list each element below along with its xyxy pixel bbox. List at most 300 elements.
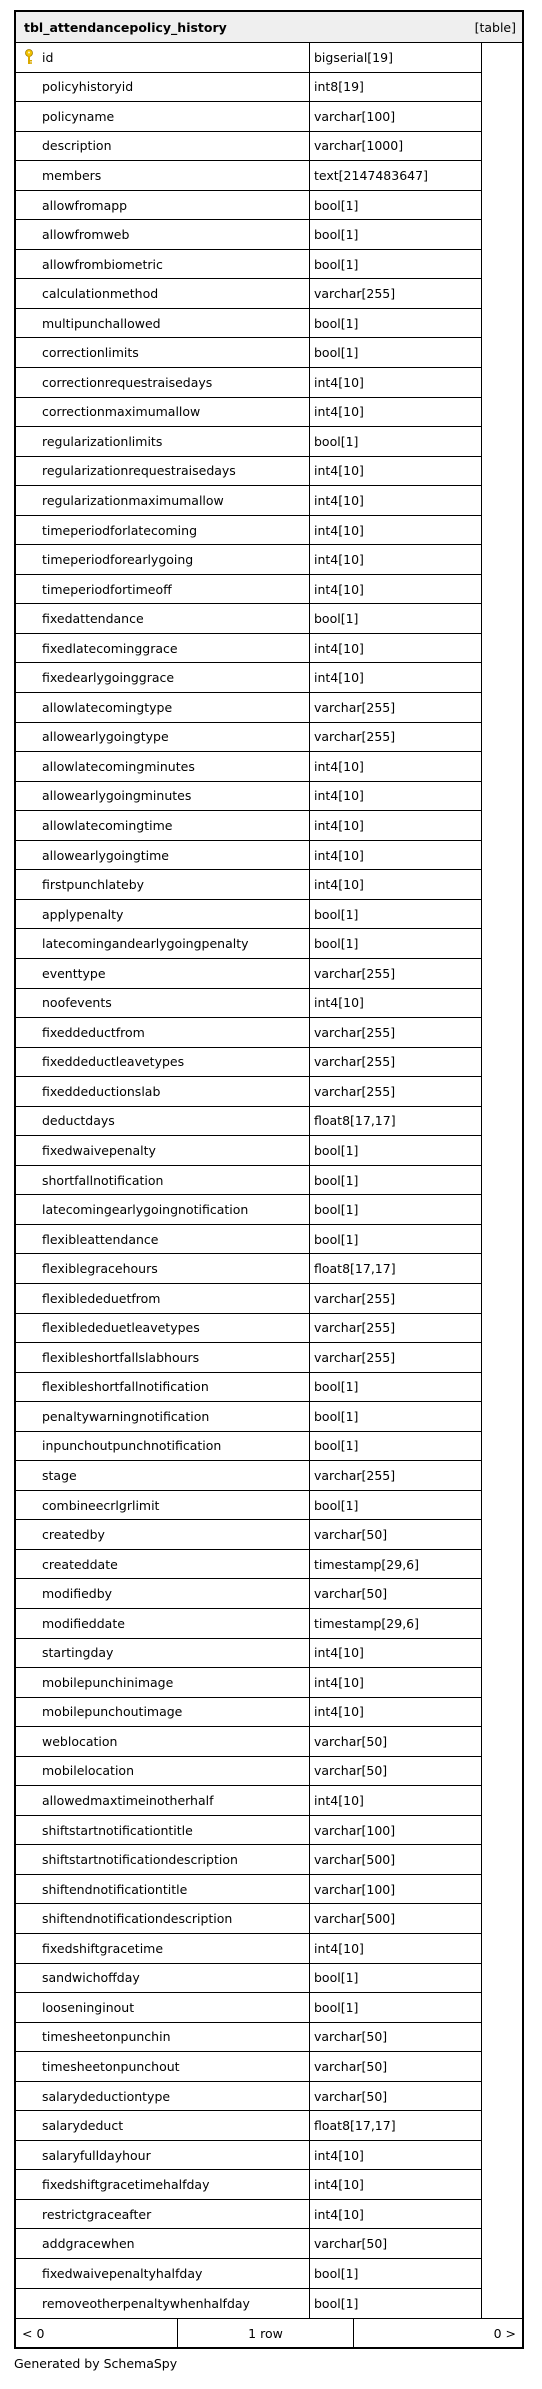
column-name-text: regularizationmaximumallow	[42, 492, 224, 508]
column-row	[16, 1402, 481, 1432]
column-name	[16, 1786, 310, 1815]
column-name	[16, 1136, 310, 1165]
column-row	[16, 486, 481, 516]
column-name	[16, 368, 310, 397]
column-name-text: correctionlimits	[42, 345, 139, 361]
column-name	[16, 1845, 310, 1874]
column-name-text: regularizationrequestraisedays	[42, 463, 236, 479]
column-row	[16, 634, 481, 664]
column-type: float8[17,17]	[314, 2118, 396, 2134]
column-name	[16, 1461, 310, 1490]
column-name	[16, 1875, 310, 1904]
column-type: timestamp[29,6]	[314, 1556, 420, 1572]
column-name	[16, 723, 310, 752]
column-row	[16, 1550, 481, 1580]
column-name	[16, 1166, 310, 1195]
column-name	[16, 1934, 310, 1963]
column-name	[16, 1639, 310, 1668]
column-name	[16, 1579, 310, 1608]
column-name	[16, 2111, 310, 2140]
column-name	[16, 220, 310, 249]
column-type: int4[10]	[314, 1704, 364, 1720]
column-name-text: removeotherpenaltywhenhalfday	[42, 2295, 250, 2311]
column-type: int4[10]	[314, 640, 364, 656]
column-name	[16, 161, 310, 190]
column-name-text: policyhistoryid	[42, 79, 134, 95]
column-name	[16, 102, 310, 131]
column-type: int4[10]	[314, 1940, 364, 1956]
table-node	[14, 10, 524, 2349]
column-name-text: allowlatecomingtime	[42, 817, 173, 833]
column-row	[16, 1432, 481, 1462]
column-row	[16, 1875, 481, 1905]
column-name-text: calculationmethod	[42, 286, 159, 302]
column-type: varchar[50]	[314, 2058, 388, 2074]
column-name	[16, 132, 310, 161]
column-row	[16, 811, 481, 841]
column-name	[16, 841, 310, 870]
column-row	[16, 782, 481, 812]
column-type: varchar[50]	[314, 2029, 388, 2045]
column-name	[16, 811, 310, 840]
column-row	[16, 1845, 481, 1875]
column-name	[16, 870, 310, 899]
column-type: bool[1]	[314, 2265, 359, 2281]
column-name	[16, 1195, 310, 1224]
column-name	[16, 1904, 310, 1933]
column-name-text: members	[42, 167, 102, 183]
key-icon	[24, 49, 34, 65]
column-name-text: flexibleattendance	[42, 1231, 159, 1247]
column-name-text: allowearlygoingminutes	[42, 788, 192, 804]
column-type: bool[1]	[314, 2295, 359, 2311]
column-row	[16, 220, 481, 250]
column-row	[16, 545, 481, 575]
column-row	[16, 427, 481, 457]
column-row	[16, 1343, 481, 1373]
column-type: bool[1]	[314, 906, 359, 922]
column-type: varchar[50]	[314, 1733, 388, 1749]
column-name-text: salaryfulldayhour	[42, 2147, 151, 2163]
table-type-label: [table]	[474, 19, 516, 35]
column-name-text: flexiblegracehours	[42, 1261, 158, 1277]
column-name	[16, 1491, 310, 1520]
column-type: bool[1]	[314, 1379, 359, 1395]
column-name	[16, 2141, 310, 2170]
column-row	[16, 457, 481, 487]
column-name	[16, 398, 310, 427]
column-name	[16, 2200, 310, 2229]
column-name-text: shiftendnotificationtitle	[42, 1881, 188, 1897]
column-row	[16, 900, 481, 930]
column-type: bool[1]	[314, 1438, 359, 1454]
column-type: float8[17,17]	[314, 1113, 396, 1129]
column-row	[16, 575, 481, 605]
column-type: int4[10]	[314, 374, 364, 390]
column-name	[16, 1993, 310, 2022]
column-type: varchar[255]	[314, 699, 396, 715]
column-row	[16, 1107, 481, 1137]
column-name	[16, 486, 310, 515]
column-row	[16, 1520, 481, 1550]
column-type: varchar[255]	[314, 286, 396, 302]
footer-parents-count: < 0	[16, 2319, 178, 2347]
column-type: varchar[255]	[314, 1320, 396, 1336]
column-name	[16, 900, 310, 929]
column-type: bool[1]	[314, 256, 359, 272]
columns-area	[16, 43, 522, 2318]
column-type: float8[17,17]	[314, 1261, 396, 1277]
column-name	[16, 338, 310, 367]
column-name	[16, 2229, 310, 2258]
column-name	[16, 575, 310, 604]
column-type: int4[10]	[314, 404, 364, 420]
column-type: varchar[50]	[314, 2236, 388, 2252]
column-row	[16, 1461, 481, 1491]
column-type: varchar[50]	[314, 2088, 388, 2104]
column-row	[16, 841, 481, 871]
column-name-text: allowfromapp	[42, 197, 128, 213]
column-type: bool[1]	[314, 197, 359, 213]
column-name-text: fixedearlygoinggrace	[42, 670, 175, 686]
column-name	[16, 427, 310, 456]
column-name	[16, 43, 310, 72]
column-type: int4[10]	[314, 817, 364, 833]
column-row	[16, 43, 481, 73]
column-row	[16, 1668, 481, 1698]
column-name	[16, 1048, 310, 1077]
table-name: tbl_attendancepolicy_history	[24, 19, 227, 35]
column-row	[16, 309, 481, 339]
column-type: bool[1]	[314, 611, 359, 627]
column-name	[16, 1402, 310, 1431]
column-row	[16, 1993, 481, 2023]
column-type: int4[10]	[314, 581, 364, 597]
column-type: int4[10]	[314, 670, 364, 686]
column-name-text: correctionmaximumallow	[42, 404, 201, 420]
column-row	[16, 1284, 481, 1314]
column-name-text: regularizationlimits	[42, 433, 163, 449]
column-name-text: allowfrombiometric	[42, 256, 163, 272]
column-type: varchar[100]	[314, 1881, 396, 1897]
column-list	[16, 43, 482, 2318]
right-gutter	[482, 43, 522, 2318]
column-row	[16, 1609, 481, 1639]
column-name	[16, 1609, 310, 1638]
column-type: bigserial[19]	[314, 49, 393, 65]
column-row	[16, 959, 481, 989]
column-name-text: allowearlygoingtype	[42, 729, 169, 745]
column-type: varchar[255]	[314, 729, 396, 745]
column-name	[16, 1343, 310, 1372]
column-name-text: shiftstartnotificationdescription	[42, 1852, 238, 1868]
column-name	[16, 663, 310, 692]
column-type: int4[10]	[314, 522, 364, 538]
column-row	[16, 132, 481, 162]
column-row	[16, 191, 481, 221]
column-name-text: looseninginout	[42, 1999, 135, 2015]
column-row	[16, 870, 481, 900]
column-row	[16, 929, 481, 959]
column-name	[16, 782, 310, 811]
column-name	[16, 1698, 310, 1727]
column-name-text: penaltywarningnotification	[42, 1408, 210, 1424]
column-row	[16, 2289, 481, 2319]
column-name	[16, 959, 310, 988]
column-name-text: modifiedby	[42, 1586, 113, 1602]
column-row	[16, 1934, 481, 1964]
column-row	[16, 693, 481, 723]
column-type: varchar[500]	[314, 1911, 396, 1927]
column-type: text[2147483647]	[314, 167, 428, 183]
column-type: bool[1]	[314, 227, 359, 243]
column-name-text: createddate	[42, 1556, 118, 1572]
column-name	[16, 1225, 310, 1254]
column-row	[16, 752, 481, 782]
column-type: varchar[500]	[314, 1852, 396, 1868]
column-type: int4[10]	[314, 2206, 364, 2222]
column-row	[16, 1048, 481, 1078]
column-name-text: salarydeductiontype	[42, 2088, 171, 2104]
column-type: int4[10]	[314, 788, 364, 804]
column-row	[16, 102, 481, 132]
column-name	[16, 989, 310, 1018]
column-name-text: latecomingearlygoingnotification	[42, 1202, 249, 1218]
column-name-text: fixedattendance	[42, 611, 144, 627]
column-name-text: fixedshiftgracetime	[42, 1940, 164, 1956]
column-name-text: shiftstartnotificationtitle	[42, 1822, 193, 1838]
column-type: bool[1]	[314, 1231, 359, 1247]
column-name-text: timeperiodforlatecoming	[42, 522, 197, 538]
column-name-text: fixedwaivepenaltyhalfday	[42, 2265, 203, 2281]
column-name-text: latecomingandearlygoingpenalty	[42, 936, 249, 952]
column-row	[16, 1698, 481, 1728]
column-name	[16, 1668, 310, 1697]
table-footer	[16, 2318, 522, 2347]
column-name-text: mobilepunchinimage	[42, 1674, 174, 1690]
column-type: varchar[255]	[314, 965, 396, 981]
column-type: varchar[255]	[314, 1349, 396, 1365]
column-name-text: id	[42, 49, 54, 65]
column-name-text: fixedwaivepenalty	[42, 1143, 156, 1158]
column-type: varchar[255]	[314, 1290, 396, 1306]
column-name	[16, 1727, 310, 1756]
column-name-text: allowlatecomingminutes	[42, 758, 195, 774]
column-row	[16, 2111, 481, 2141]
column-type: bool[1]	[314, 433, 359, 449]
column-name-text: stage	[42, 1468, 77, 1484]
column-row	[16, 516, 481, 546]
column-name-text: applypenalty	[42, 906, 124, 922]
column-row	[16, 368, 481, 398]
column-name-text: timeperiodfortimeoff	[42, 581, 172, 597]
column-name-text: mobilelocation	[42, 1763, 134, 1779]
column-row	[16, 1018, 481, 1048]
column-row	[16, 1136, 481, 1166]
column-row	[16, 338, 481, 368]
footer-children-count: 0 >	[493, 2325, 516, 2341]
column-name-text: flexibleshortfallnotification	[42, 1379, 209, 1395]
column-name-text: timesheetonpunchin	[42, 2029, 171, 2045]
column-type: int4[10]	[314, 2147, 364, 2163]
column-name-text: addgracewhen	[42, 2236, 135, 2252]
column-name	[16, 752, 310, 781]
column-name	[16, 2259, 310, 2288]
column-name-text: createdby	[42, 1527, 105, 1543]
column-type: bool[1]	[314, 1172, 359, 1188]
column-row	[16, 1579, 481, 1609]
column-row	[16, 1373, 481, 1403]
column-name-text: inpunchoutpunchnotification	[42, 1438, 222, 1454]
column-name	[16, 693, 310, 722]
column-name	[16, 73, 310, 102]
column-type: varchar[100]	[314, 108, 396, 124]
column-type: int4[10]	[314, 758, 364, 774]
column-name-text: policyname	[42, 108, 115, 124]
column-type: varchar[255]	[314, 1054, 396, 1070]
column-row	[16, 1904, 481, 1934]
column-name-text: allowfromweb	[42, 227, 130, 243]
column-type: bool[1]	[314, 345, 359, 361]
column-name-text: firstpunchlateby	[42, 877, 145, 893]
column-name	[16, 2052, 310, 2081]
column-row	[16, 1757, 481, 1787]
column-name-text: fixedshiftgracetimehalfday	[42, 2177, 210, 2193]
column-name	[16, 2170, 310, 2199]
column-name-text: modifieddate	[42, 1615, 125, 1631]
column-type: varchar[100]	[314, 1822, 396, 1838]
column-type: varchar[255]	[314, 1083, 396, 1099]
column-type: int4[10]	[314, 847, 364, 863]
column-name-text: description	[42, 138, 112, 154]
column-name	[16, 309, 310, 338]
column-row	[16, 1225, 481, 1255]
column-name-text: allowedmaxtimeinotherhalf	[42, 1793, 214, 1809]
column-type: varchar[50]	[314, 1586, 388, 1602]
column-name	[16, 1254, 310, 1283]
column-row	[16, 250, 481, 280]
column-row	[16, 1314, 481, 1344]
column-name	[16, 929, 310, 958]
column-row	[16, 1166, 481, 1196]
column-type: int4[10]	[314, 463, 364, 479]
column-name	[16, 1077, 310, 1106]
column-name-text: allowlatecomingtype	[42, 699, 173, 715]
column-type: int8[19]	[314, 79, 364, 95]
column-type: int4[10]	[314, 2177, 364, 2193]
column-name-text: eventtype	[42, 965, 106, 981]
column-name-text: allowearlygoingtime	[42, 847, 169, 863]
column-name-text: sandwichoffday	[42, 1970, 140, 1986]
column-name-text: flexiblededuetleavetypes	[42, 1320, 200, 1336]
column-name-text: flexiblededuetfrom	[42, 1290, 161, 1306]
column-name-text: timesheetonpunchout	[42, 2058, 180, 2074]
column-name-text: correctionrequestraisedays	[42, 374, 213, 390]
column-type: int4[10]	[314, 1645, 364, 1661]
column-name	[16, 1284, 310, 1313]
column-type: varchar[255]	[314, 1468, 396, 1484]
column-name-text: fixeddeductfrom	[42, 1024, 145, 1040]
column-name-text: startingday	[42, 1645, 114, 1661]
column-name	[16, 457, 310, 486]
column-name	[16, 1757, 310, 1786]
column-name-text: shortfallnotification	[42, 1172, 164, 1188]
column-name	[16, 1107, 310, 1136]
column-type: bool[1]	[314, 315, 359, 331]
column-row	[16, 2170, 481, 2200]
column-type: int4[10]	[314, 995, 364, 1011]
column-row	[16, 161, 481, 191]
column-name-text: fixeddeductionslab	[42, 1083, 161, 1099]
column-name	[16, 1964, 310, 1993]
column-row	[16, 2052, 481, 2082]
column-row	[16, 1491, 481, 1521]
column-name	[16, 279, 310, 308]
footer-row-count: 1 row	[178, 2319, 354, 2347]
column-row	[16, 1195, 481, 1225]
column-name-text: salarydeduct	[42, 2118, 124, 2134]
column-name	[16, 604, 310, 633]
column-row	[16, 2229, 481, 2259]
column-type: int4[10]	[314, 552, 364, 568]
column-row	[16, 1964, 481, 1994]
column-type: varchar[255]	[314, 1024, 396, 1040]
column-name-text: noofevents	[42, 995, 112, 1011]
column-row	[16, 604, 481, 634]
column-type: int4[10]	[314, 492, 364, 508]
column-name-text: timeperiodforearlygoing	[42, 552, 194, 568]
column-row	[16, 1816, 481, 1846]
column-type: varchar[50]	[314, 1527, 388, 1543]
column-type: bool[1]	[314, 1999, 359, 2015]
column-name	[16, 250, 310, 279]
column-type: bool[1]	[314, 1143, 359, 1158]
column-type: int4[10]	[314, 1674, 364, 1690]
column-name	[16, 1373, 310, 1402]
column-type: int4[10]	[314, 1793, 364, 1809]
column-name	[16, 2082, 310, 2111]
column-name	[16, 1314, 310, 1343]
column-name-text: fixeddeductleavetypes	[42, 1054, 185, 1070]
column-row	[16, 1786, 481, 1816]
column-name-text: deductdays	[42, 1113, 115, 1129]
column-name-text: restrictgraceafter	[42, 2206, 152, 2222]
column-row	[16, 279, 481, 309]
column-name	[16, 1550, 310, 1579]
column-type: varchar[1000]	[314, 138, 404, 154]
column-row	[16, 1727, 481, 1757]
column-type: timestamp[29,6]	[314, 1615, 420, 1631]
column-name-text: shiftendnotificationdescription	[42, 1911, 233, 1927]
column-name-text: multipunchallowed	[42, 315, 161, 331]
column-name	[16, 2289, 310, 2319]
column-name	[16, 1432, 310, 1461]
column-row	[16, 1077, 481, 1107]
generated-by-text: Generated by SchemaSpy	[14, 2356, 178, 2371]
column-name-text: mobilepunchoutimage	[42, 1704, 183, 1720]
column-type: int4[10]	[314, 877, 364, 893]
column-row	[16, 2141, 481, 2171]
column-type: bool[1]	[314, 1202, 359, 1218]
column-name	[16, 1520, 310, 1549]
column-type: bool[1]	[314, 1970, 359, 1986]
column-name-text: flexibleshortfallslabhours	[42, 1349, 200, 1365]
column-name-text: weblocation	[42, 1733, 118, 1749]
column-type: varchar[50]	[314, 1763, 388, 1779]
column-row	[16, 1639, 481, 1669]
column-row	[16, 2200, 481, 2230]
column-row	[16, 663, 481, 693]
